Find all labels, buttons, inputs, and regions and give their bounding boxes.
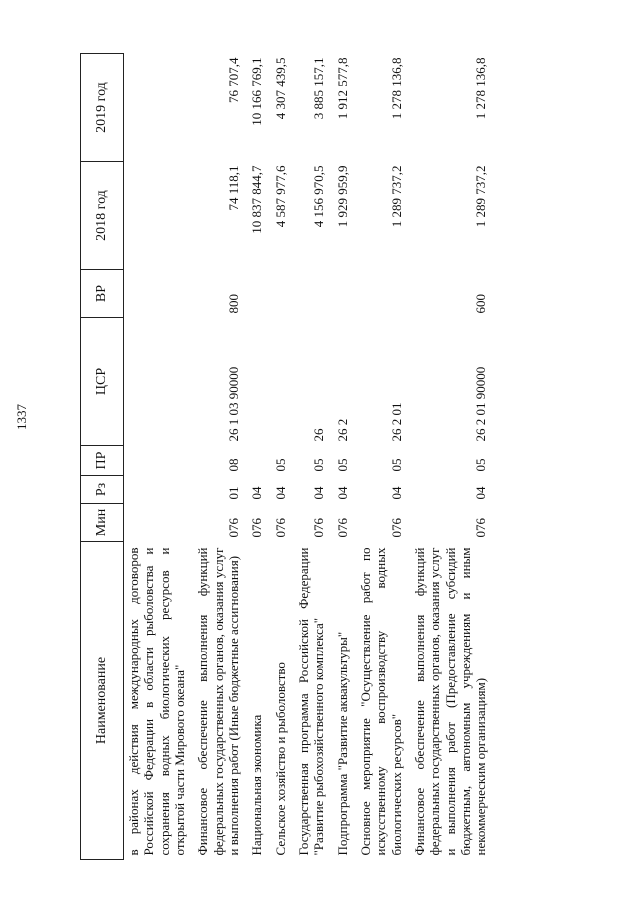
row-name: Национальная экономика [249,714,265,856]
row-name: Основное мероприятие "Осуществление работ по искусственному воспроизводству водных биологических ресурсов" [357,547,404,856]
row-rz [124,476,192,504]
header-name: Наименование [81,542,124,860]
row-rz: 01 [225,486,241,500]
table-row [408,54,493,860]
row-min: 076 [334,518,350,538]
row-pr: 05 [473,458,489,472]
row-name: в районах действия международных договоров Российской Федерации в области рыболовства и сохранения водных биологических ресурсов и открытой части Мирового океана" [126,547,187,856]
header-2018: 2018 год [81,162,124,270]
row-csr [269,318,292,446]
header-csr: ЦСР [81,318,124,446]
row-csr [245,318,268,446]
row-2019: 1 278 136,8 [388,57,404,120]
row-rz: 04 [388,486,404,500]
row-vr [331,270,354,318]
row-2019: 1 912 577,8 [334,57,350,120]
row-rz: 04 [334,486,350,500]
row-2019: 1 278 136,8 [473,57,489,120]
row-name: Подпрограмма "Развитие аквакультуры" [334,631,350,856]
row-vr [124,270,192,318]
row-vr [354,270,408,318]
row-min: 076 [249,518,265,538]
row-2018: 1 929 959,9 [334,165,350,228]
row-pr: 05 [272,458,288,472]
row-vr [292,270,331,318]
header-min: Мин [81,504,124,542]
row-pr [124,446,192,476]
row-2019 [124,54,192,162]
table-row [292,54,331,860]
header-2019: 2019 год [81,54,124,162]
row-name: Сельское хозяйство и рыболовство [272,662,288,856]
row-pr: 05 [388,458,404,472]
row-min: 076 [388,518,404,538]
budget-table [80,53,493,860]
row-csr: 26 [311,428,327,442]
page-number: 1337 [14,404,29,430]
row-2019: 4 307 439,5 [272,57,288,120]
row-min: 076 [473,518,489,538]
header-vr: ВР [81,270,124,318]
row-2018: 4 156 970,5 [311,165,327,228]
row-min [124,504,192,542]
row-name: Государственная программа Российской Федерации "Развитие рыбохозяйственного комплекса" [295,547,327,856]
row-2019: 10 166 769,1 [249,57,265,126]
row-2019: 76 707,4 [225,57,241,103]
header-pr: ПР [81,446,124,476]
row-2018: 1 289 737,2 [473,165,489,228]
row-csr: 26 1 03 90000 [225,366,241,442]
table-row [245,54,268,860]
row-2018: 4 587 977,6 [272,165,288,228]
header-rz: Рз [81,476,124,504]
row-name: Финансовое обеспечение выполнения функций федеральных государственных органов, оказания услуг и выполнения работ (Иные бюджетные ассигнования) [195,547,241,856]
row-2018: 10 837 844,7 [249,165,265,234]
row-pr: 08 [225,458,241,472]
row-min: 076 [272,518,288,538]
row-2018 [124,162,192,270]
table-row [331,54,354,860]
row-vr: 600 [473,294,489,314]
row-2018: 1 289 737,2 [388,165,404,228]
row-rz: 04 [272,486,288,500]
rotated-table-container [80,54,614,860]
row-rz: 04 [249,486,265,500]
row-csr: 26 2 01 [388,402,404,442]
row-csr: 26 2 01 90000 [473,366,489,442]
table-header-row [81,54,124,860]
row-vr: 800 [225,294,241,314]
row-2018: 74 118,1 [225,165,241,211]
row-pr [245,446,268,476]
row-min: 076 [225,518,241,538]
table-row [354,54,408,860]
table-row [124,54,192,860]
row-rz: 04 [473,486,489,500]
row-2019: 3 885 157,1 [311,57,327,120]
row-vr [245,270,268,318]
table-row [191,54,245,860]
row-name: Финансовое обеспечение выполнения функций федеральных государственных органов, оказания услуг и выполнения работ (Предоставление субсидий бюджетным, автономным учреждениям и иным некоммерческим организациям) [411,547,489,856]
row-vr [269,270,292,318]
row-min: 076 [311,518,327,538]
row-csr: 26 2 [334,418,350,442]
row-pr: 05 [334,458,350,472]
row-pr: 05 [311,458,327,472]
row-rz: 04 [311,486,327,500]
table-row [269,54,292,860]
row-csr [124,318,192,446]
